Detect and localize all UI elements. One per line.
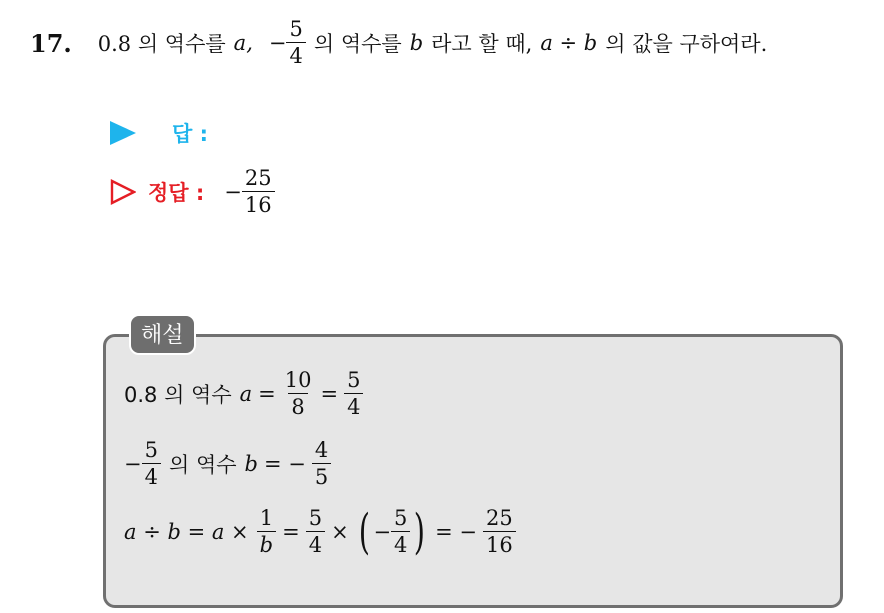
solution-line-1 <box>124 370 363 418</box>
solution-line-3-eq: = <box>282 520 300 544</box>
solution-line-2-eq: = − <box>263 452 306 476</box>
solution-line-1-prefix: 0.8 의 역수 <box>124 383 232 407</box>
solution-line-1-var: a <box>239 382 253 406</box>
solution-line-3-lparen: ( <box>358 504 370 560</box>
correct-answer-label: 정답 : <box>148 181 205 205</box>
solution-line-1-frac-1-den: 8 <box>288 393 307 418</box>
play-triangle-icon <box>110 121 136 145</box>
solution-line-3-frac-2-den: 4 <box>306 531 325 556</box>
question-var-b: b <box>409 31 424 55</box>
solution-line-3-frac-4-num: 25 <box>486 506 513 530</box>
correct-answer-denominator: 16 <box>242 191 275 216</box>
solution-line-2-frac-2-den: 5 <box>312 463 331 488</box>
question-number: 17. <box>30 28 72 58</box>
solution-line-1-frac-1-num: 10 <box>284 368 312 392</box>
solution-line-3-lhs: a ÷ b = a × <box>124 520 249 544</box>
answer-label: 답 : <box>172 122 208 146</box>
solution-line-3-times: × <box>331 520 349 544</box>
solution-line-3-frac-4-den: 16 <box>483 531 516 556</box>
solution-line-3-frac-1-num: 1 <box>259 506 274 530</box>
question-var-a: a, <box>233 31 253 55</box>
solution-line-3-frac-2 <box>306 508 325 556</box>
solution-line-2-frac-2-num: 4 <box>314 438 329 462</box>
question-text-3: 라고 할 때, <box>431 32 533 56</box>
solution-badge: 해설 <box>129 314 196 355</box>
solution-line-2-frac-1 <box>142 440 161 488</box>
solution-line-1-eq: = <box>258 382 276 406</box>
outline-triangle-icon <box>110 179 136 205</box>
correct-answer-neg: − <box>224 180 242 204</box>
solution-line-3-frac-4 <box>483 508 516 556</box>
solution-line-1-frac-1 <box>282 370 315 418</box>
solution-line-3-frac-1 <box>257 508 276 556</box>
question-line <box>30 14 767 72</box>
question-neg-sign: − <box>268 31 287 55</box>
solution-line-2-text: 의 역수 <box>168 453 237 477</box>
correct-answer-numerator: 25 <box>244 166 272 190</box>
question-text-2: 의 역수를 <box>313 32 402 56</box>
solution-line-3-frac-3-den: 4 <box>391 531 410 556</box>
solution-line-1-frac-2-den: 4 <box>344 393 363 418</box>
solution-line-2-neg: − <box>124 452 142 476</box>
correct-answer-value <box>224 168 274 216</box>
answer-row[interactable] <box>110 118 208 148</box>
solution-line-2-frac-1-den: 4 <box>142 463 161 488</box>
question-text-1: 0.8 의 역수를 <box>97 32 226 56</box>
solution-line-3-frac-1-den: b <box>257 531 276 556</box>
question-fraction <box>286 19 305 67</box>
solution-line-1-eq-2: = <box>320 382 339 406</box>
solution-line-2-var: b <box>244 452 258 476</box>
question-fraction-numerator: 5 <box>289 17 303 41</box>
solution-line-3-eq-2: = − <box>435 520 478 544</box>
solution-line-1-frac-2 <box>344 370 363 418</box>
solution-line-3-rparen: ) <box>414 504 426 560</box>
solution-line-1-frac-2-num: 5 <box>347 368 361 392</box>
solution-line-2 <box>124 440 331 488</box>
solution-line-3-frac-3-num: 5 <box>394 506 408 530</box>
solution-line-2-frac-2 <box>312 440 331 488</box>
solution-line-2-frac-1-num: 5 <box>144 438 158 462</box>
correct-answer-row <box>110 168 275 216</box>
solution-line-3 <box>124 504 516 560</box>
solution-line-3-frac-2-num: 5 <box>308 506 323 530</box>
correct-answer-fraction <box>242 168 275 216</box>
question-fraction-denominator: 4 <box>286 42 305 67</box>
question-expression: a ÷ b <box>540 31 598 55</box>
question-text-4: 의 값을 구하여라. <box>605 32 768 56</box>
solution-line-3-frac-3 <box>391 508 410 556</box>
solution-line-3-neg: − <box>373 520 392 544</box>
